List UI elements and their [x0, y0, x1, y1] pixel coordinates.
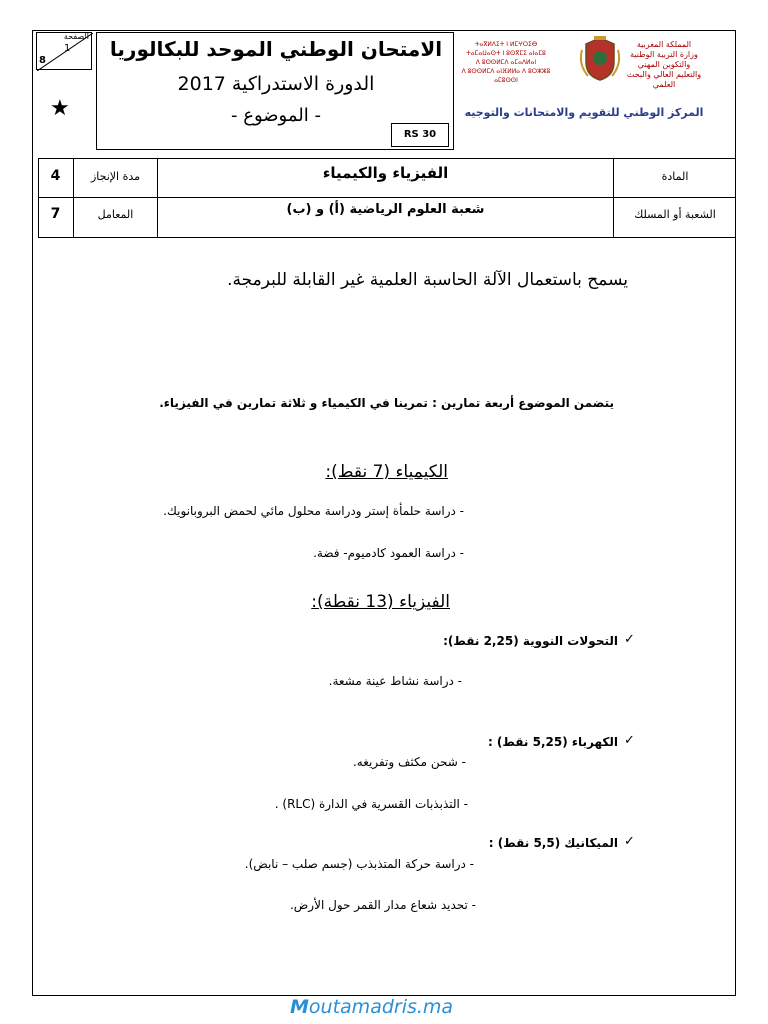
page-total: 8 [39, 55, 46, 66]
physics-heading: الفيزياء (13 نقطة): [311, 592, 450, 612]
check-icon: ✓ [624, 733, 635, 748]
coefficient-value: 7 [50, 206, 61, 222]
duration-value: 4 [50, 168, 61, 184]
chem-item: - دراسة حلمأة إستر ودراسة محلول مائي لحمض البروبانويك. [163, 504, 464, 518]
subject-label-cell: المادة [661, 170, 689, 183]
footer-brand[interactable] [290, 996, 453, 1018]
star-icon: ★ [50, 96, 70, 121]
subject-name: الفيزياء والكيمياء [322, 164, 449, 182]
section-title: التحولات النووية (2,25 نقط): [443, 634, 618, 648]
title-box [96, 32, 454, 150]
section-item: - التذبذبات القسرية في الدارة (RLC) . [274, 797, 468, 811]
page-number: 1 [64, 43, 71, 54]
exam-title: الامتحان الوطني الموحد للبكالوريا [109, 37, 443, 61]
track-name: شعبة العلوم الرياضية (أ) و (ب) [286, 202, 485, 217]
chem-item: - دراسة العمود كادميوم- فضة. [313, 546, 464, 560]
ministry-tifinagh: ⵜⴰⴳⵍⴷⵉⵜ ⵏ ⵍⵎⵖⵔⵉⴱ ⵜⴰⵎⴰⵡⴰⵙⵜ ⵏ ⵓⵙⴳⵎⵉ ⴰⵏⴰⵎⵓ ⴷ ⵓⵙⵙⵍⵎⴷ ⴰⵎⴰⴷⵍⴰⵏ ⴷ ⵓⵙⵙⵍⵎⴷ ⴰⵏⴼⵍⵍⴰ ⴷ ⵓⵔⵣⵣⵓ ⴰⵎⵓⵙⵙⵏ [461, 41, 551, 84]
session-title: الدورة الاستدراكية 2017 [177, 73, 375, 95]
section-item: - دراسة حركة المتذبذب (جسم صلب – نابض). [244, 857, 474, 871]
calculator-note: يسمح باستعمال الآلة الحاسبة العلمية غير القابلة للبرمجة. [227, 270, 628, 290]
check-icon: ✓ [624, 632, 635, 647]
section-title: الميكانيك (5,5 نقط) : [488, 836, 618, 850]
coat-of-arms-icon [578, 36, 622, 82]
exam-code: RS 30 [391, 123, 449, 147]
section-item: - شحن مكثف وتفريغه. [352, 755, 466, 769]
page-label: الصفحة [63, 32, 89, 41]
section-title: الكهرباء (5,25 نقط) : [487, 735, 618, 749]
check-icon: ✓ [624, 834, 635, 849]
contents-note: يتضمن الموضوع أربعة تمارين : تمرينا في الكيمياء و ثلاثة تمارين في الفيزياء. [159, 396, 614, 410]
section-item: - دراسة نشاط عينة مشعة. [328, 674, 462, 688]
page-number-box [36, 32, 92, 70]
brand-rest: outamadris.ma [308, 996, 454, 1018]
track-label: الشعبة أو المسلك [634, 208, 716, 221]
chemistry-heading: الكيمياء (7 نقط): [325, 462, 448, 482]
coefficient-label: المعامل [97, 208, 134, 221]
info-table-row-divider [38, 197, 736, 198]
duration-label: مدة الإنجاز [90, 170, 141, 183]
section-item: - تحديد شعاع مدار القمر حول الأرض. [289, 898, 476, 912]
center-name: المركز الوطني للتقويم والامتحانات والتوجيه [464, 106, 704, 119]
ministry-arabic: المملكة المغربية وزارة التربية الوطنية والتكوين المهني والتعليم العالي والبحث العلمي [626, 40, 702, 89]
subject-label: - الموضوع - [231, 105, 321, 126]
brand-initial: M [290, 996, 309, 1018]
